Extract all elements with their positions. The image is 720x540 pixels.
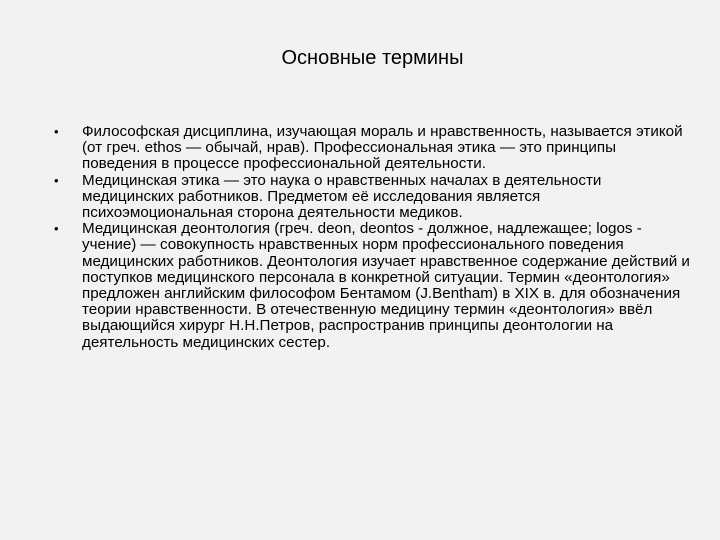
bullet-item-medical-deontology <box>54 221 694 351</box>
bullet-marker: • <box>54 172 59 188</box>
bullet-text: Медицинская деонтология (греч. deon, deontos - должное, надлежащее; logos - учение) — совокупность нравственных норм профессионального поведения медицинских работников. Деонтология изучает нравственное содержание действий и поступков медицинского персонала в конкретной ситуации. Термин «деонтология» предложен английским философом Бентамом (J.Bentham) в XIX в. для обозначения теории нравственности. В отечественную медицину термин «деонтология» ввёл выдающийся хирург Н.Н.Петров, распространив принципы деонтологии на деятельность медицинских сестер. <box>82 220 690 351</box>
bullet-list <box>54 124 694 351</box>
bullet-text: Медицинская этика — это наука о нравственных началах в деятельности медицинских работников. Предметом её исследования является психоэмоциональная сторона деятельности медиков. <box>82 171 602 222</box>
bullet-item-medical-ethics <box>54 173 694 222</box>
slide-title: Основные термины <box>281 47 464 69</box>
bullet-marker: • <box>54 124 59 139</box>
bullet-marker: • <box>54 221 59 237</box>
bullet-text: Философская дисциплина, изучающая мораль и нравственность, называется этикой (от греч. ethos — обычай, нрав). Профессиональная этика — это принципы поведения в процессе профессиональной деятельности. <box>82 123 683 173</box>
bullet-item-philosophy-ethics <box>54 124 694 173</box>
